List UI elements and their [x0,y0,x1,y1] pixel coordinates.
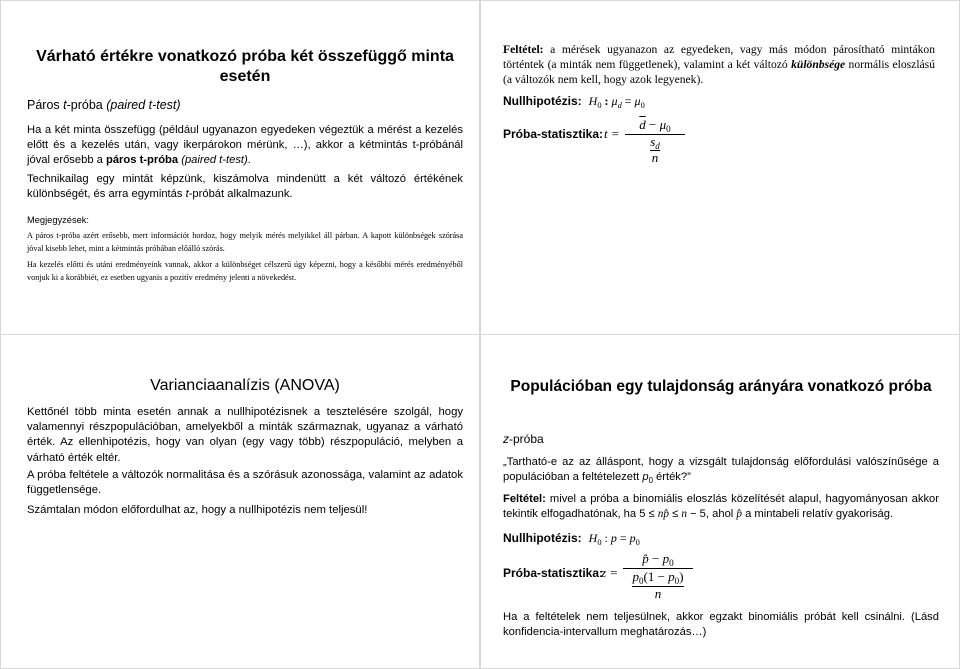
question-sub: 0 [648,476,653,485]
para2-t: t [185,188,189,200]
test-label: Próba-statisztika: [503,566,604,580]
para1-bold: páros t-próba [106,154,179,166]
anova-paragraph-2: A próba feltétele a változók normalitása és a szórásuk azonossága, valamint az adatok függetlensége. [27,469,463,497]
question-paragraph [503,455,939,485]
para1-italic: (paired t-test) [178,154,248,166]
condition-text: mivel a próba a binomiális eloszlás közelítését alapul, hagyományosan akkor tekintik elfogadhatónak, ha 5 ≤ [503,493,939,520]
condition-label: Feltétel: [503,493,546,505]
test-formula-lhs: z = [601,565,619,580]
z-letter: z [503,432,509,446]
null-formula: $H_0$ : $\mu_d = \mu_0$ [588,94,645,110]
condition-paragraph [503,43,935,87]
condition-label: Feltétel: [503,43,544,56]
test-formula-fraction: p̂ − $p_0$ $\frac{p_0(1 - p_0)}{n}$ [623,551,693,601]
test-label: Próba-statisztika: [503,127,604,141]
z-rest: -próba [509,432,544,446]
subhead-paren: (paired t-test) [106,98,181,112]
slide-title: Várható értékre vonatkozó próba két összefüggő minta esetén [36,48,454,85]
note-2: Ha kezelés előtti és utáni eredményeink vannak, akkor a különbséget célszerű úgy képezni, hogy a későbbi mérés eredményéből vonjuk ki a korábbiét, ez esetben ugyanis a pozitív eredmény jelenti a növekedést. [27,260,463,282]
para1-end: . [247,154,251,166]
note-1: A páros t-próba azért erősebb, mert információt hordoz, hogy melyik mérés melyikkel áll párban. A kapott különbségek szórása jóval kisebb lehet, mint a kétmintás próbában előálló szórás. [27,231,463,253]
anova-paragraph-3: Számtalan módon előfordulhat az, hogy a nullhipotézis nem teljesül! [27,504,368,516]
condition-paragraph [503,492,939,522]
slide-paired-t-conditions [480,0,960,335]
paragraph-2 [27,172,463,202]
subhead-t: t [63,98,67,112]
slide-paired-t-test [0,0,480,335]
null-label: Nullhipotézis: [503,94,582,108]
notes-heading: Megjegyzések: [27,215,90,225]
condition-text-3: − 5, ahol [686,508,737,520]
condition-text: a mérések ugyanazon az egyedeken, vagy más módon párosítható mintákon történtek (a minták nem függetlenek), valamint a két változó [503,43,935,71]
paragraph-1 [27,123,463,168]
anova-paragraph-1: Kettőnél több minta esetén annak a nullhipotézisnek a tesztelésére szolgál, hogy valamennyi részpopulációban, amelyekből a minták származnak, ugyanaz a várható érték. Az ellenhipotézis, hogy van olyan (egy vagy több) részpopuláció, melyben a várható érték eltér. [27,406,463,464]
test-statistic [503,115,935,175]
question-p: p [642,471,649,483]
subhead [27,98,463,112]
test-formula-lhs: t = [604,126,620,141]
test-formula-fraction: $\overline{d} - \mu_0$ $\frac{s_d}{n}$ [625,117,685,165]
subhead-text-2: -próba [66,98,107,112]
condition-text-4: a mintabeli relatív gyakoriság. [741,508,894,520]
condition-n: n [681,508,687,520]
condition-text-2: normális eloszlású (a változók nem kell, hogy azok legyenek). [503,57,935,86]
question-text-2: érték?” [652,471,691,483]
para2-text-2: -próbát alkalmazunk. [188,188,293,200]
closing-paragraph: Ha a feltételek nem teljesülnek, akkor egzakt binomiális próbát kell csinálni. (Lásd konfidencia-intervallum meghatározás…) [503,611,939,638]
subhead-text: Páros [27,98,64,112]
condition-bold: különbsége [791,57,846,71]
slide-title: Varianciaanalízis (ANOVA) [150,377,340,394]
para2-text: Technikailag egy mintát képzünk, kiszámolva mindenütt a két változó értékének különbségét, és arra egymintás [27,173,463,200]
slide-title: Populációban egy tulajdonság arányára vonatkozó próba [510,378,932,395]
null-formula: $H_0$ : $p = p_0$ [588,531,640,547]
condition-np: np̂ [657,508,669,520]
slide-anova [0,334,480,669]
slide-proportion-test [480,334,960,669]
z-test-label [503,432,939,446]
null-hypothesis [503,531,939,546]
null-hypothesis [503,94,935,109]
condition-text-2: ≤ [668,508,682,520]
null-label: Nullhipotézis: [503,531,582,545]
condition-phat: p̂ [736,508,742,520]
question-text: „Tartható-e az az álláspont, hogy a vizsgált tulajdonság előfordulási valószínűsége a populációban a feltételezett [503,456,939,483]
test-statistic [503,549,939,609]
para1-text: Ha a két minta összefügg (például ugyanazon egyedeken végeztük a mérést a kezelés előtt és a kezelés után, vagy ikerpárokon mérünk, …), akkor a kétmintás t-próbánál jóval erősebb a [27,124,463,166]
